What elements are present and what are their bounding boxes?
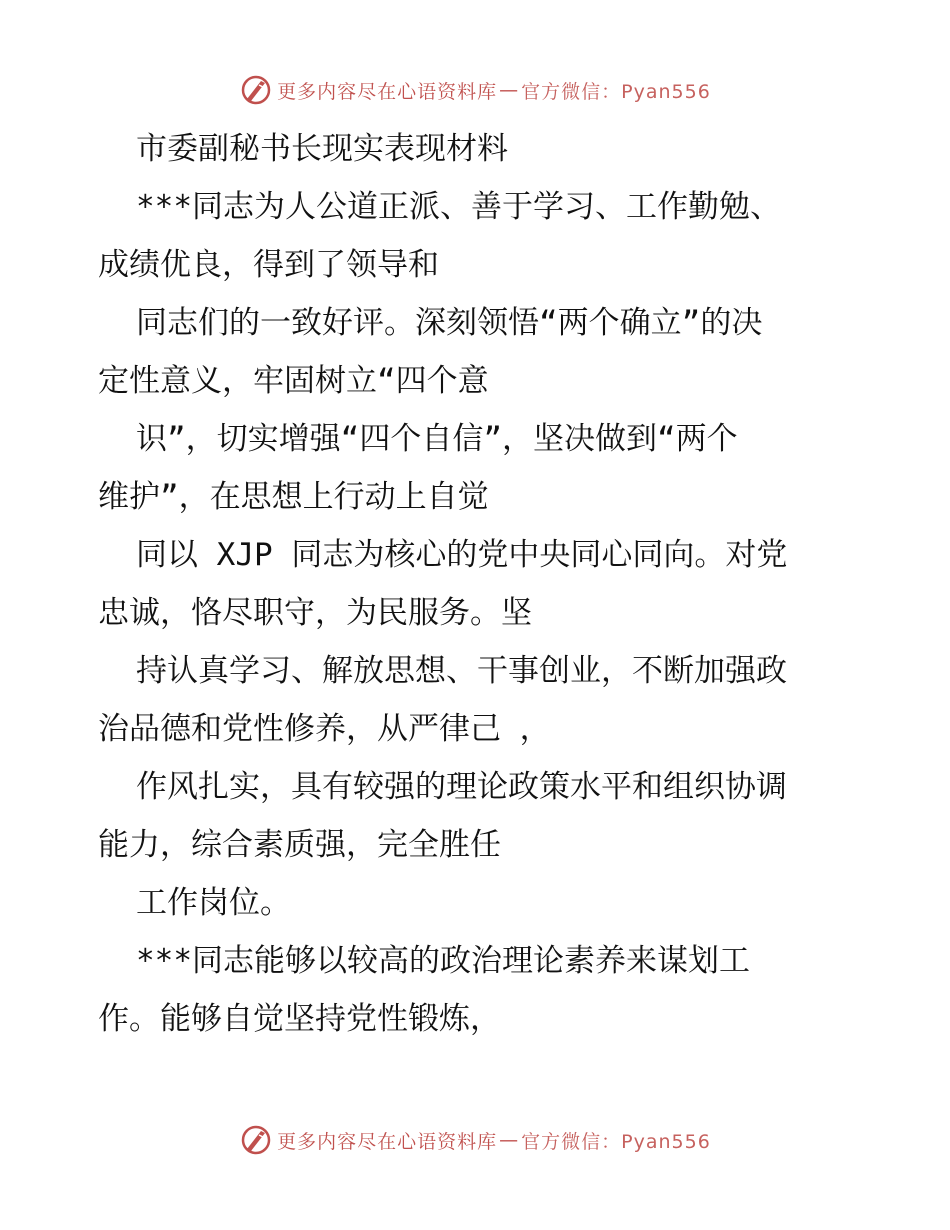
quill-pen-icon [239,1123,273,1157]
quill-pen-icon [239,73,273,107]
document-body [98,120,858,1048]
watermark-main-text: 更多内容尽在心语资料库 [277,80,498,103]
paragraph-line: 持认真学习、解放思想、干事创业，不断加强政 [136,653,787,689]
paragraph-line: 维护”，在思想上行动上自觉 [98,479,489,515]
paragraph-line: ***同志能够以较高的政治理论素养来谋划工 [136,943,750,979]
paragraph-line: ***同志为人公道正派、善于学习、工作勤勉、 [136,189,781,225]
watermark-dash: — [499,79,520,101]
footer-watermark [0,1122,950,1158]
paragraph-line: 作风扎实，具有较强的理论政策水平和组织协调 [136,769,787,805]
header-watermark [0,72,950,108]
watermark-main-text: 更多内容尽在心语资料库 [277,1130,498,1153]
paragraph-line: 定性意义，牢固树立“四个意 [98,363,489,399]
watermark-sub-text: 官方微信：Pyan556 [521,80,711,103]
paragraph-line: 工作岗位。 [136,885,291,921]
paragraph-line: 治品德和党性修养，从严律己 ， [98,711,551,747]
paragraph-line: 能力，综合素质强，完全胜任 [98,827,501,863]
paragraph-line: 作。能够自觉坚持党性锻炼， [98,1001,501,1037]
paragraph-line: 忠诚，恪尽职守，为民服务。坚 [98,595,532,631]
paragraph-line: 同以 XJP 同志为核心的党中央同心同向。对党 [136,537,788,573]
paragraph-line: 识”，切实增强“四个自信”，坚决做到“两个 [136,421,738,457]
watermark-sub-text: 官方微信：Pyan556 [521,1130,711,1153]
paragraph-line: 同志们的一致好评。深刻领悟“两个确立”的决 [136,305,763,341]
document-title: 市委副秘书长现实表现材料 [136,131,508,167]
watermark-dash: — [499,1129,520,1151]
paragraph-line: 成绩优良，得到了领导和 [98,247,439,283]
